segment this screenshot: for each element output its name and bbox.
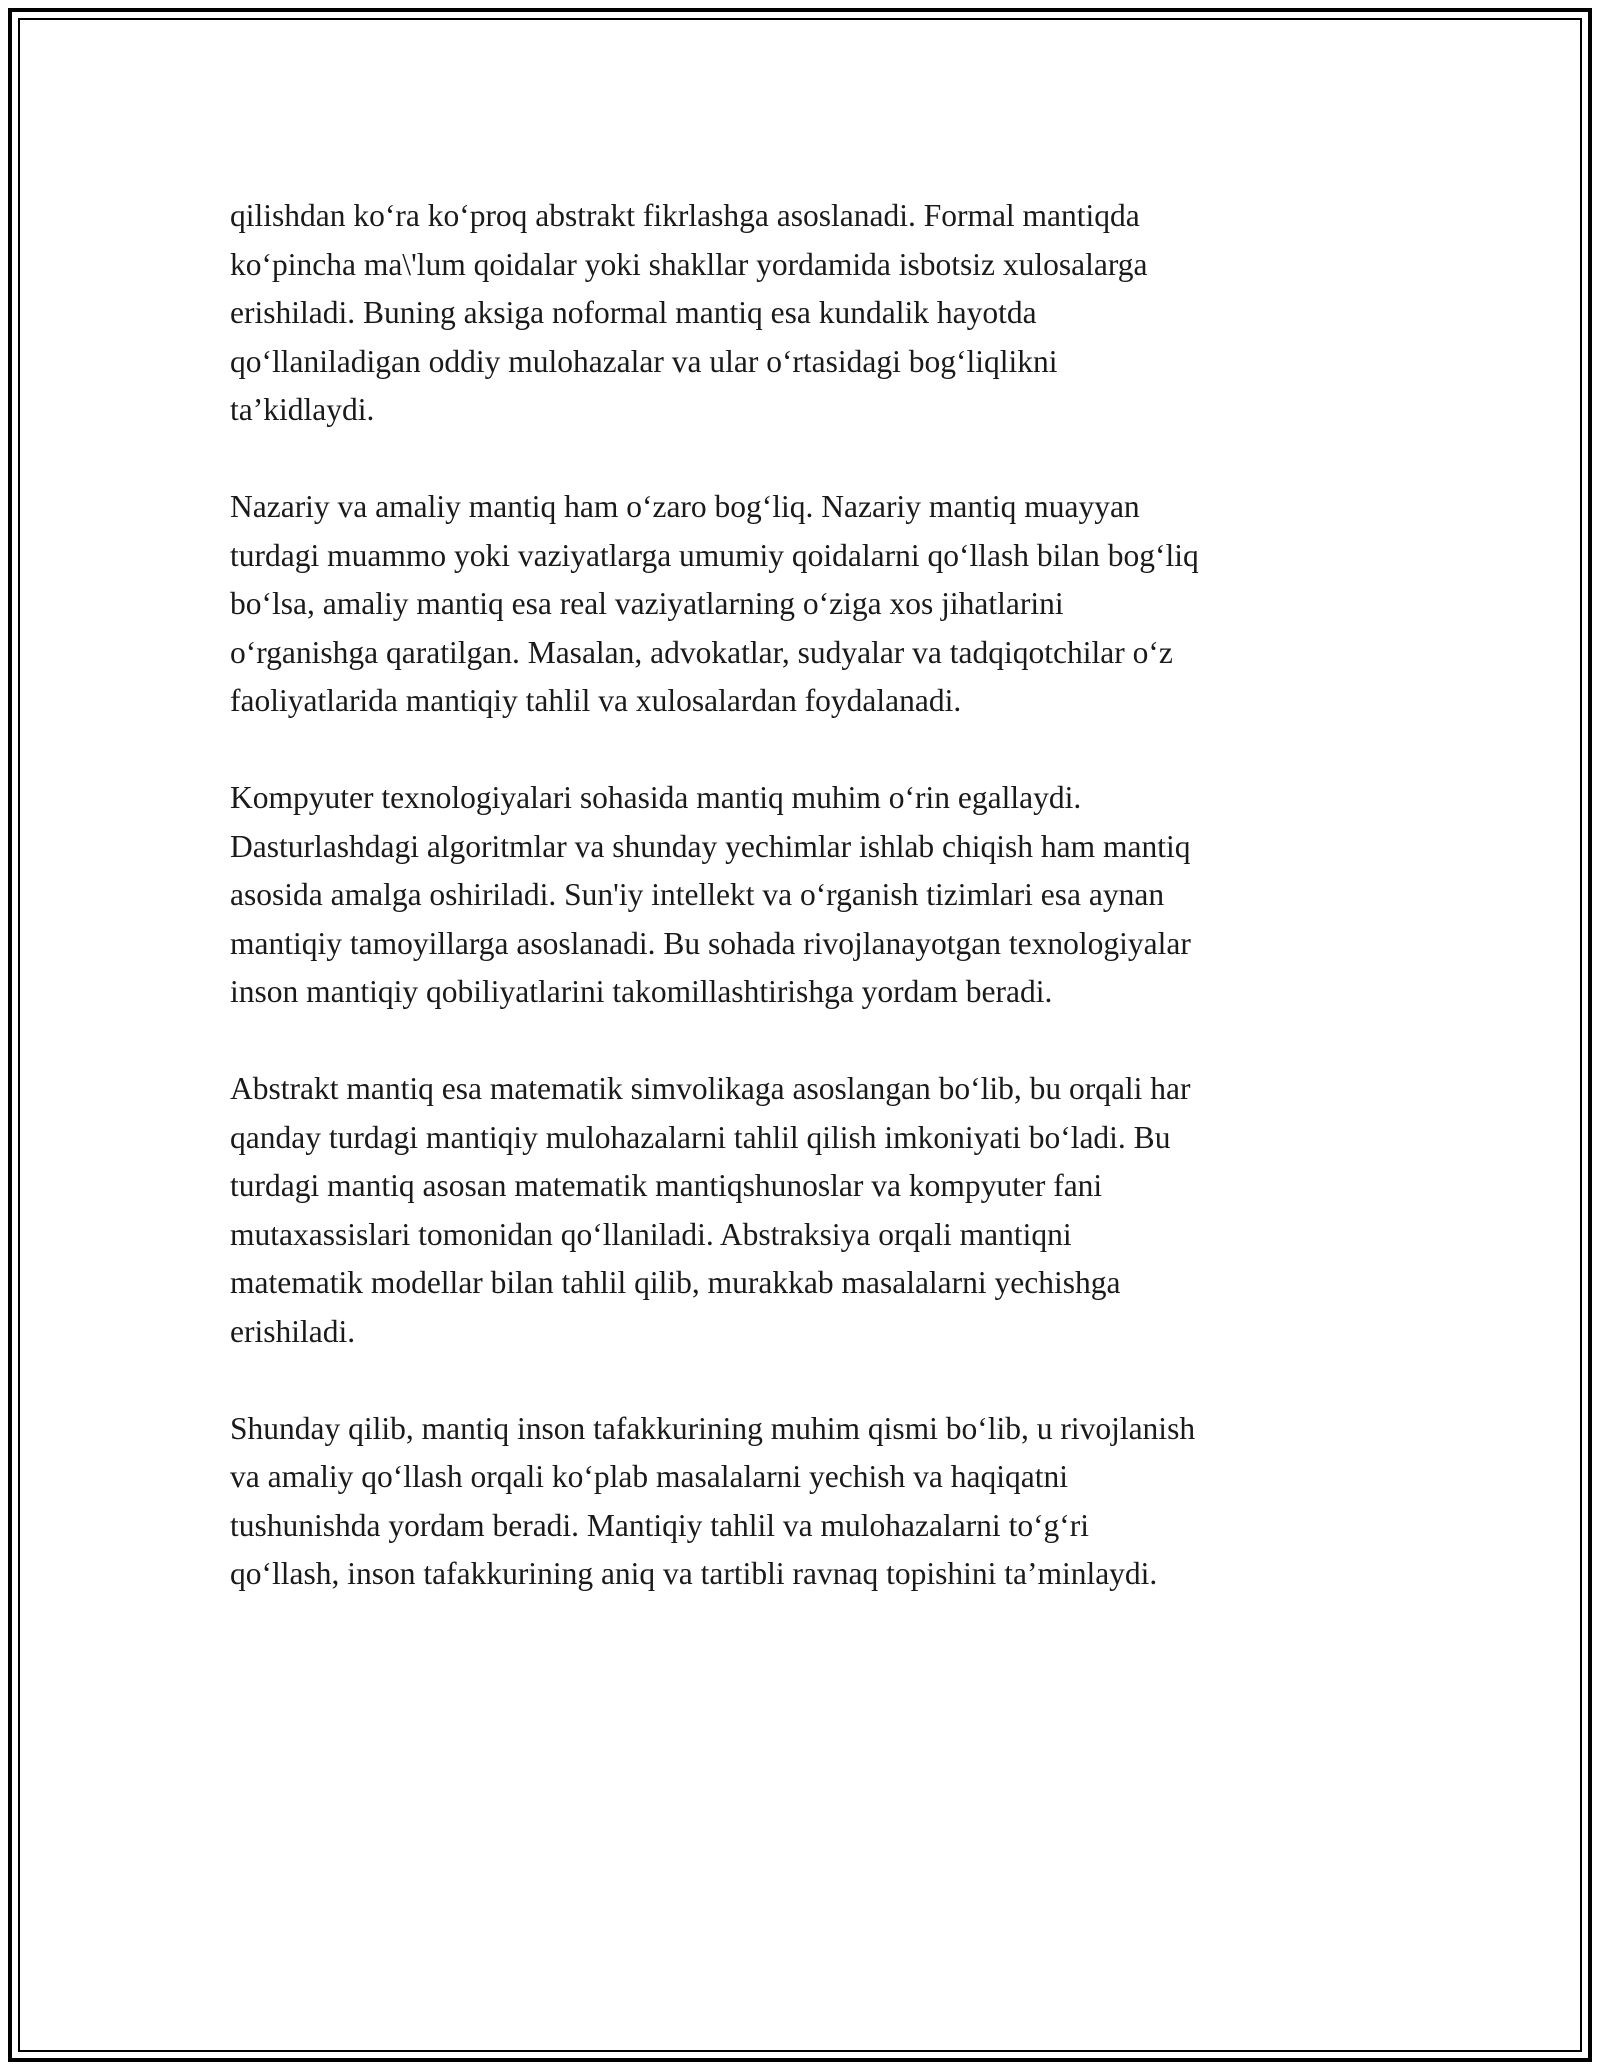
paragraph-3: Kompyuter texnologiyalari sohasida mantiq muhim o‘rin egallaydi. Dasturlashdagi algoritmlar va shunday yechimlar ishlab chiqish ham mantiq asosida amalga oshiriladi. Sun'iy intellekt va o‘rganish tizimlari esa aynan mantiqiy tamoyillarga asoslanadi. Bu sohada rivojlanayotgan texnologiyalar inson mantiqiy qobiliyatlarini takomillashtirishga yordam beradi. <box>230 780 1191 1009</box>
paragraph-5: Shunday qilib, mantiq inson tafakkurining muhim qismi bo‘lib, u rivojlanish va amaliy qo‘llash orqali ko‘plab masalalarni yechish va haqiqatni tushunishda yordam beradi. Mantiqiy tahlil va mulohazalarni to‘g‘ri qo‘llash, inson tafakkurining aniq va tartibli ravnaq topishini ta’minlaydi. <box>230 1410 1196 1591</box>
paragraph-1: qilishdan ko‘ra ko‘proq abstrakt fikrlashga asoslanadi. Formal mantiqda ko‘pincha ma\'lum qoidalar yoki shakllar yordamida isbotsiz xulosalarga erishiladi. Buning aksiga noformal mantiq esa kundalik hayotda qo‘llaniladigan oddiy mulohazalar va ular o‘rtasidagi bog‘liqlikni ta’kidlaydi. <box>230 198 1148 427</box>
paragraph-4: Abstrakt mantiq esa matematik simvolikaga asoslangan bo‘lib, bu orqali har qanday turdagi mantiqiy mulohazalarni tahlil qilish imkoniyati bo‘ladi. Bu turdagi mantiq asosan matematik mantiqshunoslar va kompyuter fani mutaxassislari tomonidan qo‘llaniladi. Abstraksiya orqali mantiqni matematik modellar bilan tahlil qilib, murakkab masalalarni yechishga erishiladi. <box>230 1071 1191 1349</box>
document-page <box>8 8 1592 2062</box>
paragraph-2: Nazariy va amaliy mantiq ham o‘zaro bog‘liq. Nazariy mantiq muayyan turdagi muammo yoki vaziyatlarga umumiy qoidalarni qo‘llash bilan bog‘liq bo‘lsa, amaliy mantiq esa real vaziyatlarning o‘ziga xos jihatlarini o‘rganishga qaratilgan. Masalan, advokatlar, sudyalar va tadqiqotchilar o‘z faoliyatlarida mantiqiy tahlil va xulosalardan foydalanadi. <box>230 489 1199 718</box>
document-body <box>230 192 1380 1599</box>
